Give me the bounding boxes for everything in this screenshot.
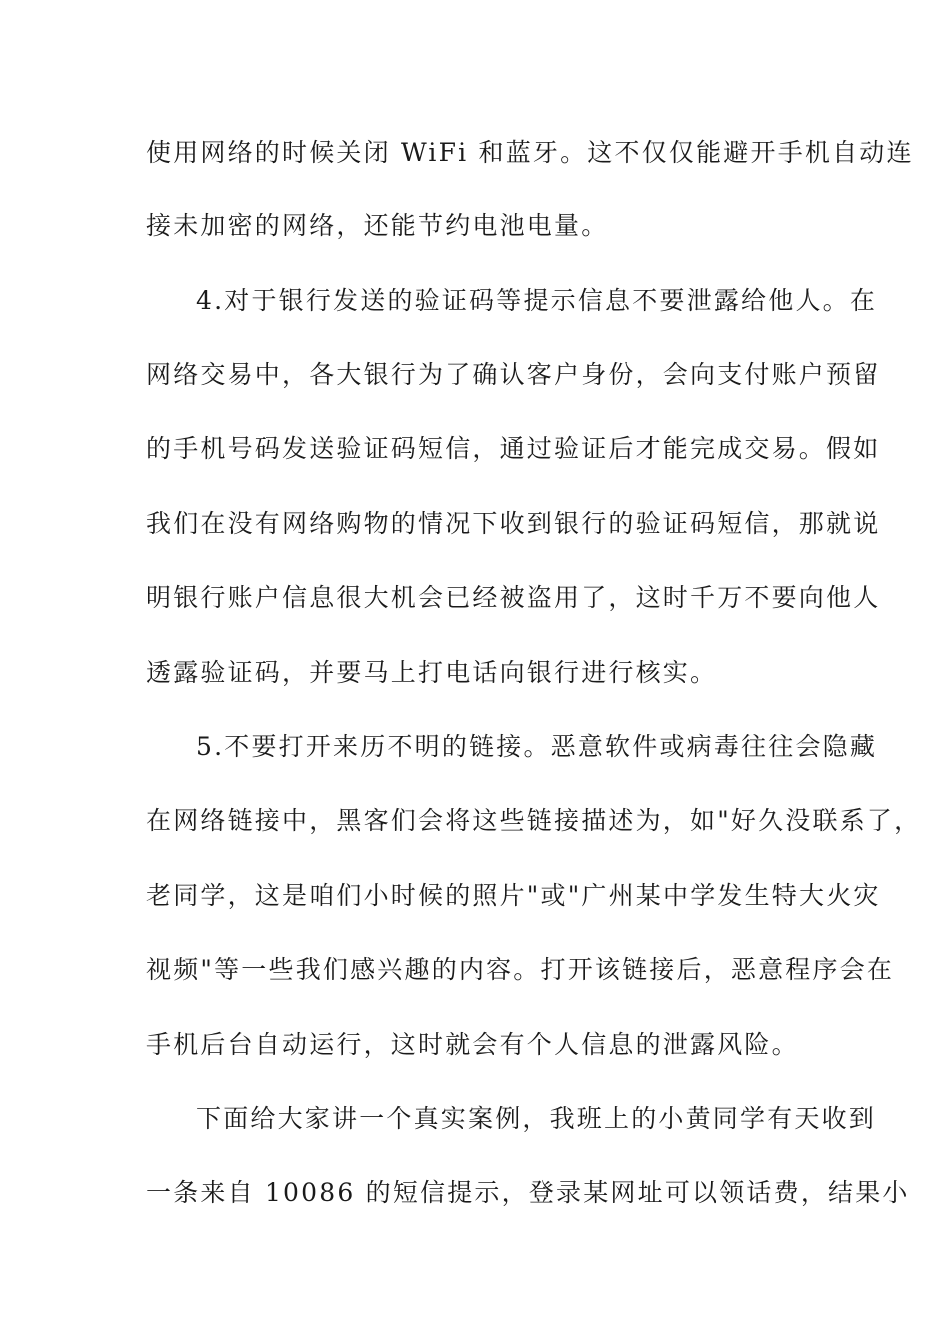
- text-line: 明银行账户信息很大机会已经被盗用了，这时千万不要向他人: [146, 583, 881, 612]
- text-line-paragraph-start: 5.不要打开来历不明的链接。恶意软件或病毒往往会隐藏: [196, 732, 878, 761]
- text-line: 的手机号码发送验证码短信，通过验证后才能完成交易。假如: [146, 434, 881, 463]
- text-line: 在网络链接中，黑客们会将这些链接描述为，如"好久没联系了，: [146, 806, 922, 835]
- text-line: 老同学，这是咱们小时候的照片"或"广州某中学发生特大火灾: [146, 881, 881, 910]
- text-line: 手机后台自动运行，这时就会有个人信息的泄露风险。: [146, 1030, 799, 1059]
- text-line-paragraph-start: 下面给大家讲一个真实案例，我班上的小黄同学有天收到: [196, 1104, 877, 1133]
- text-line: 网络交易中，各大银行为了确认客户身份，会向支付账户预留: [146, 360, 881, 389]
- text-line: 我们在没有网络购物的情况下收到银行的验证码短信，那就说: [146, 509, 881, 538]
- text-line: 一条来自 10086 的短信提示，登录某网址可以领话费，结果小: [146, 1178, 910, 1207]
- text-line: 使用网络的时候关闭 WiFi 和蓝牙。这不仅仅能避开手机自动连: [146, 138, 914, 167]
- text-line: 接未加密的网络，还能节约电池电量。: [146, 211, 609, 240]
- text-line-paragraph-start: 4.对于银行发送的验证码等提示信息不要泄露给他人。在: [196, 286, 878, 315]
- text-line: 透露验证码，并要马上打电话向银行进行核实。: [146, 658, 718, 687]
- text-line: 视频"等一些我们感兴趣的内容。打开该链接后，恶意程序会在: [146, 955, 895, 984]
